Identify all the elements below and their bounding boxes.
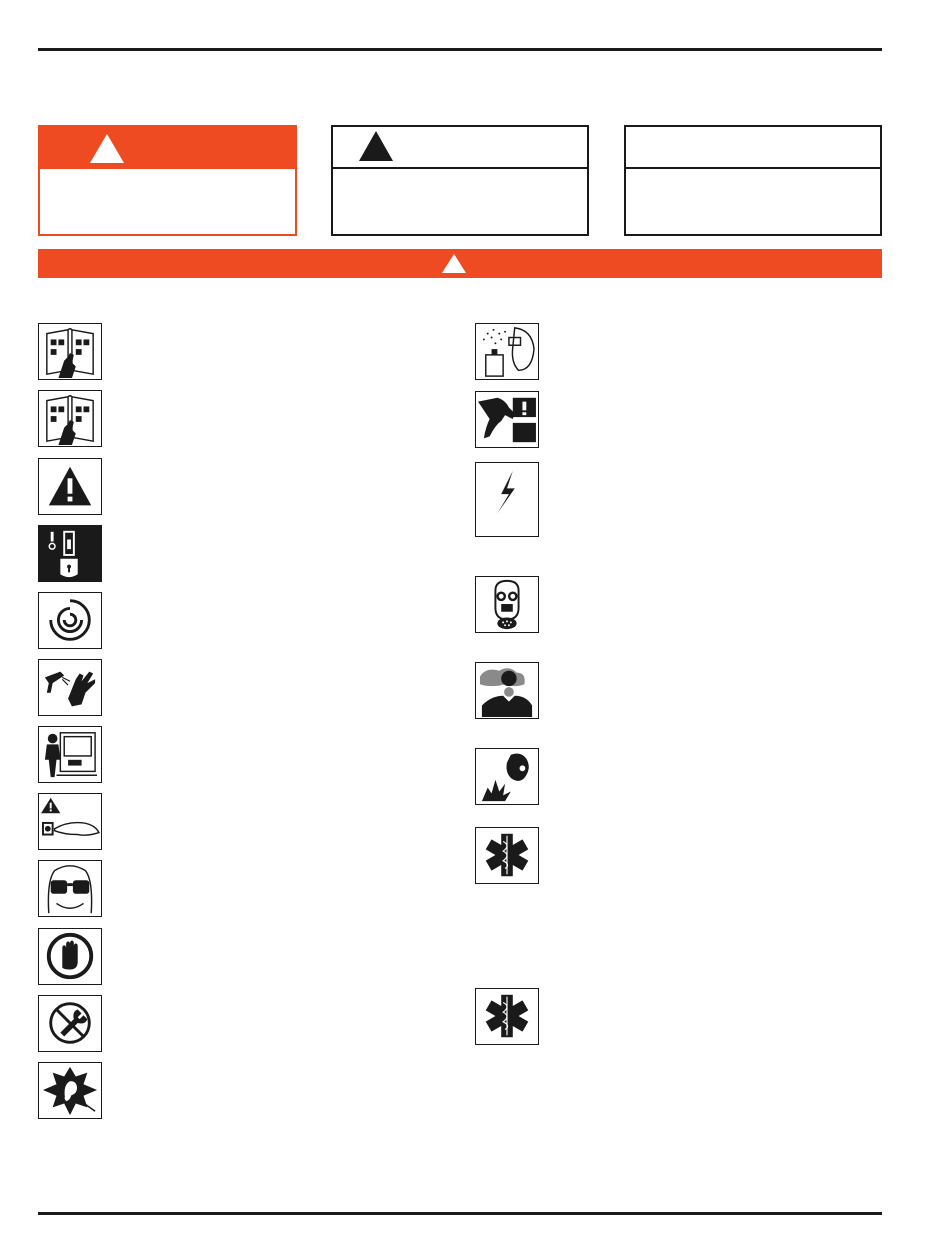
electrical-shock-icon	[475, 462, 539, 537]
medical-star-icon	[475, 827, 539, 884]
hazard-band	[38, 249, 882, 278]
read-manual-icon	[38, 323, 102, 380]
caution-box	[624, 125, 882, 236]
top-rule	[38, 48, 882, 51]
hearing-protection-icon	[38, 1062, 102, 1119]
caution-body	[626, 169, 880, 234]
stop-hand-icon	[38, 928, 102, 985]
read-manual-icon	[38, 390, 102, 447]
spray-face-shield-icon	[475, 323, 539, 380]
no-tools-icon	[38, 995, 102, 1052]
warning-triangle-icon	[90, 134, 124, 163]
rotating-parts-icon	[38, 592, 102, 649]
explosion-icon	[475, 748, 539, 805]
safety-glasses-icon	[38, 860, 102, 917]
toxic-fumes-icon	[475, 662, 539, 719]
general-warning-icon	[38, 458, 102, 515]
respirator-icon	[475, 576, 539, 633]
warning-triangle-icon	[442, 254, 466, 273]
caution-header	[626, 127, 880, 169]
medical-star-icon	[475, 988, 539, 1045]
hot-surface-touch-icon	[38, 793, 102, 850]
warning-box	[331, 125, 589, 236]
hand-pinch-icon	[475, 391, 539, 448]
danger-box	[38, 125, 297, 236]
warning-body	[333, 169, 587, 234]
bottom-rule	[38, 1212, 882, 1215]
operator-at-machine-icon	[38, 726, 102, 783]
danger-header	[40, 127, 295, 169]
danger-body	[40, 169, 295, 234]
warning-header	[333, 127, 587, 169]
lockout-tagout-icon	[38, 525, 102, 582]
injection-hazard-icon	[38, 659, 102, 716]
warning-triangle-icon	[359, 131, 393, 161]
